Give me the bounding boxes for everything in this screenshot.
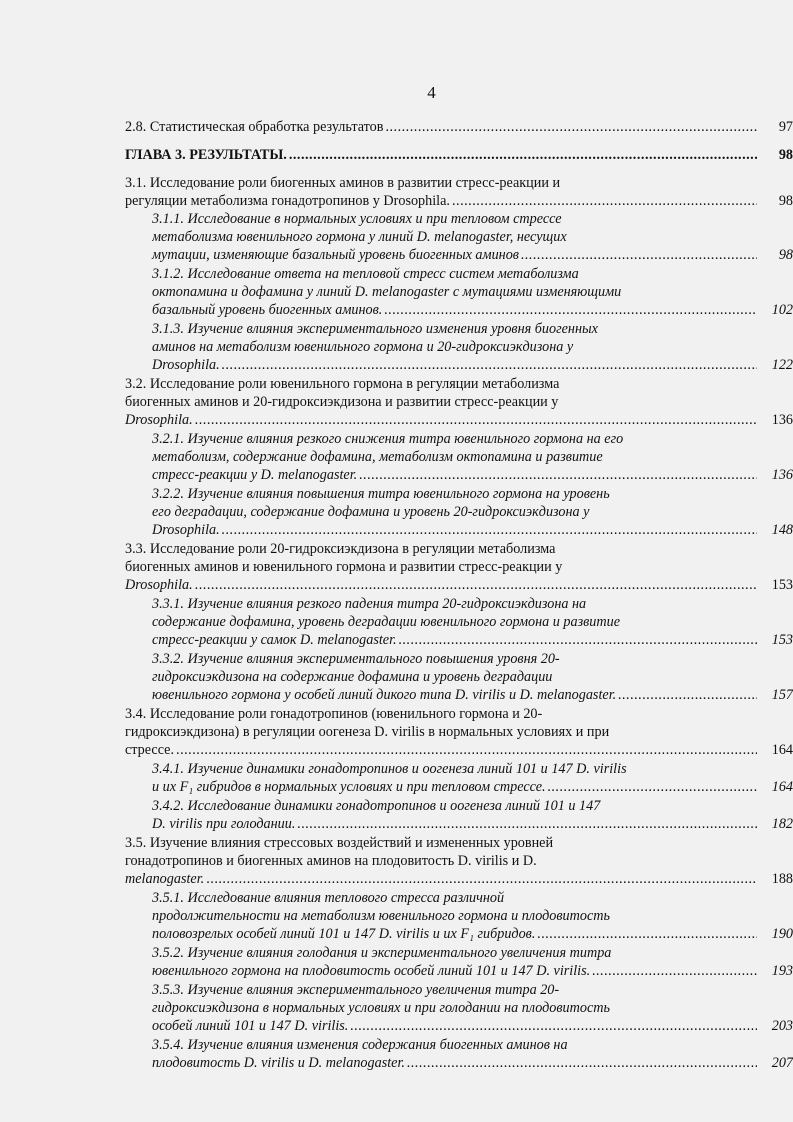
toc-entry-text: ювенильного гормона на плодовитость особей линий 101 и 147 D. virilis. (152, 963, 591, 980)
toc-entry-page: 190 (771, 926, 793, 943)
toc-entry-line: 3.3.1. Изучение влияния резкого падения титра 20-гидроксиэкдизона на (152, 596, 587, 612)
toc-entry-text: Drosophila. (152, 357, 220, 374)
toc-entry-3-1-2 (152, 265, 793, 320)
toc-entry-line: биогенных аминов и ювенильного гормона и развитии стресс-реакции у (125, 559, 563, 576)
toc-entry-text: и их F₁ гибридов в нормальных условиях и при тепловом стрессе. (152, 779, 546, 796)
toc-entry-page: 153 (771, 577, 793, 594)
toc-entry-text: половозрелых особей линий 101 и 147 D. virilis и их F₁ гибридов. (152, 926, 536, 943)
toc-entry-3-4 (125, 705, 793, 760)
toc-entry-3-5 (125, 834, 793, 889)
toc-entry-text: Drosophila. (125, 577, 193, 594)
toc-entry-line: 3.5. Изучение влияния стрессовых воздействий и измененных уровней (125, 835, 554, 851)
toc-entry-page: 97 (778, 119, 793, 135)
toc-entry-line: 3.3.2. Изучение влияния экспериментального повышения уровня 20- (152, 651, 560, 667)
toc-entry-line: 3.2. Исследование роли ювенильного гормона в регуляции метаболизма (125, 376, 560, 392)
toc-entry-page: 148 (771, 522, 793, 539)
toc-entry-line: 3.5.1. Исследование влияния теплового стресса различной (152, 890, 505, 906)
toc-entry-line: 3.1. Исследование роли биогенных аминов в развитии стресс-реакции и (125, 175, 561, 191)
toc-entry-page: 164 (771, 779, 793, 796)
toc-entry-line: гидроксиэкдизона в нормальных условиях и при голодании на плодовитость (152, 1000, 610, 1017)
toc-entry-3-5-2 (152, 944, 793, 980)
toc-entry-text: стресс-реакции у D. melanogaster. (152, 467, 358, 484)
toc-entry-text: регуляции метаболизма гонадотропинов у Drosophila. (125, 193, 450, 210)
toc-entry-3-4-1 (152, 760, 793, 796)
toc-entry-3-1-3 (152, 320, 793, 375)
toc-entry-text: ювенильного гормона у особей линий дикого типа D. virilis и D. melanogaster. (152, 687, 617, 704)
toc-entry-line: продолжительности на метаболизм ювенильного гормона и плодовитость (152, 908, 610, 925)
toc-entry-page: 193 (771, 963, 793, 980)
toc-entry-page: 98 (778, 193, 793, 210)
toc-entry-line: гонадотропинов и биогенных аминов на плодовитость D. virilis и D. (125, 853, 537, 870)
toc-entry-line: метаболизм, содержание дофамина, метаболизм октопамина и развитие (152, 449, 603, 466)
toc-entry-3-5-4 (152, 1036, 793, 1072)
toc-entry-text: 2.8. Статистическая обработка результатов (125, 119, 384, 135)
toc-entry-line: 3.4. Исследование роли гонадотропинов (ювенильного гормона и 20- (125, 706, 543, 722)
toc-entry-3-4-2 (152, 797, 793, 833)
toc-entry-line: 3.4.1. Изучение динамики гонадотропинов и оогенеза линий 101 и 147 D. virilis (152, 761, 627, 777)
toc-entry-page: 102 (771, 302, 793, 319)
toc-entry-line: 3.3. Исследование роли 20-гидроксиэкдизона в регуляции метаболизма (125, 541, 556, 557)
toc-entry-page: 98 (778, 247, 793, 264)
toc-entry-line: 3.5.3. Изучение влияния экспериментального увеличения титра 20- (152, 982, 560, 998)
toc-entry-line: метаболизма ювенильного гормона у линий D. melanogaster, несущих (152, 229, 567, 246)
toc-entry-page: 207 (771, 1055, 793, 1072)
toc-entry-line: содержание дофамина, уровень деградации ювенильного гормона и развитие (152, 614, 621, 631)
toc-entry-page: 136 (771, 412, 793, 429)
toc-entry-line: 3.2.2. Изучение влияния повышения титра ювенильного гормона на уровень (152, 486, 610, 502)
toc-entry-line: гидроксиэкдизона на содержание дофамина и уровень деградации (152, 669, 553, 686)
toc-entry-text: стресс-реакции у самок D. melanogaster. (152, 632, 397, 649)
toc-entry-line: аминов на метаболизм ювенильного гормона и 20-гидроксиэкдизона у (152, 339, 574, 356)
toc-entry-text: особей линий 101 и 147 D. virilis. (152, 1018, 349, 1035)
toc-entry-text: Drosophila. (125, 412, 193, 429)
toc-entry-page: 98 (778, 147, 793, 163)
toc-entry-3-3 (125, 540, 793, 595)
toc-entry-line: 3.5.4. Изучение влияния изменения содержания биогенных аминов на (152, 1037, 568, 1053)
toc-entry-3-2-2 (152, 485, 793, 540)
toc-entry-page: 182 (771, 816, 793, 833)
toc-entry-line: 3.1.3. Изучение влияния экспериментального изменения уровня биогенных (152, 321, 598, 337)
toc-entry-page: 153 (771, 632, 793, 649)
toc-entry-line: 3.2.1. Изучение влияния резкого снижения титра ювенильного гормона на его (152, 431, 624, 447)
toc-entry-page: 122 (771, 357, 793, 374)
toc-entry-line: 3.5.2. Изучение влияния голодания и экспериментального увеличения титра (152, 945, 612, 961)
toc-entry-3-5-3 (152, 981, 793, 1036)
toc-entry-line: гидроксиэкдизона) в регуляции оогенеза D. virilis в нормальных условиях и при (125, 724, 610, 741)
toc-entry-line: 3.4.2. Исследование динамики гонадотропинов и оогенеза линий 101 и 147 (152, 798, 601, 814)
toc-entry-page: 136 (771, 467, 793, 484)
toc-entry-3-5-1 (152, 889, 793, 944)
toc-entry-line: 3.1.2. Исследование ответа на тепловой стресс систем метаболизма (152, 266, 579, 282)
toc-entry-3-1-1 (152, 210, 793, 265)
toc-entry-text: ГЛАВА 3. РЕЗУЛЬТАТЫ. (125, 147, 287, 163)
toc-chapter-3 (125, 146, 793, 164)
toc-entry-line: его деградации, содержание дофамина и уровень 20-гидроксиэкдизона у (152, 504, 590, 521)
toc-entry-line: октопамина и дофамина у линий D. melanogaster с мутациями изменяющими (152, 284, 622, 301)
toc-entry-text: мутации, изменяющие базальный уровень биогенных аминов (152, 247, 519, 264)
toc-entry-3-2-1 (152, 430, 793, 485)
toc-entry-3-1 (125, 174, 793, 210)
toc-entry-line: 3.1.1. Исследование в нормальных условиях и при тепловом стрессе (152, 211, 562, 227)
toc-entry-page: 164 (771, 742, 793, 759)
toc-entry-line: биогенных аминов и 20-гидроксиэкдизона и развитии стресс-реакции у (125, 394, 559, 411)
toc-entry-text: melanogaster. (125, 871, 205, 888)
toc-entry-3-3-1 (152, 595, 793, 650)
toc-entry-3-3-2 (152, 650, 793, 705)
page-number: 4 (427, 83, 436, 102)
toc-entry-text: базальный уровень биогенных аминов. (152, 302, 383, 319)
toc-entry-page: 203 (771, 1018, 793, 1035)
toc-entry-text: Drosophila. (152, 522, 220, 539)
toc-entry-page: 188 (771, 871, 793, 888)
toc-entry-3-2 (125, 375, 793, 430)
toc-entry-page: 157 (771, 687, 793, 704)
toc-entry-text: D. virilis при голодании. (152, 816, 296, 833)
toc-entry-text: плодовитость D. virilis и D. melanogaster. (152, 1055, 405, 1072)
toc-entry-2-8 (125, 118, 793, 136)
toc-entry-text: стрессе. (125, 742, 175, 759)
